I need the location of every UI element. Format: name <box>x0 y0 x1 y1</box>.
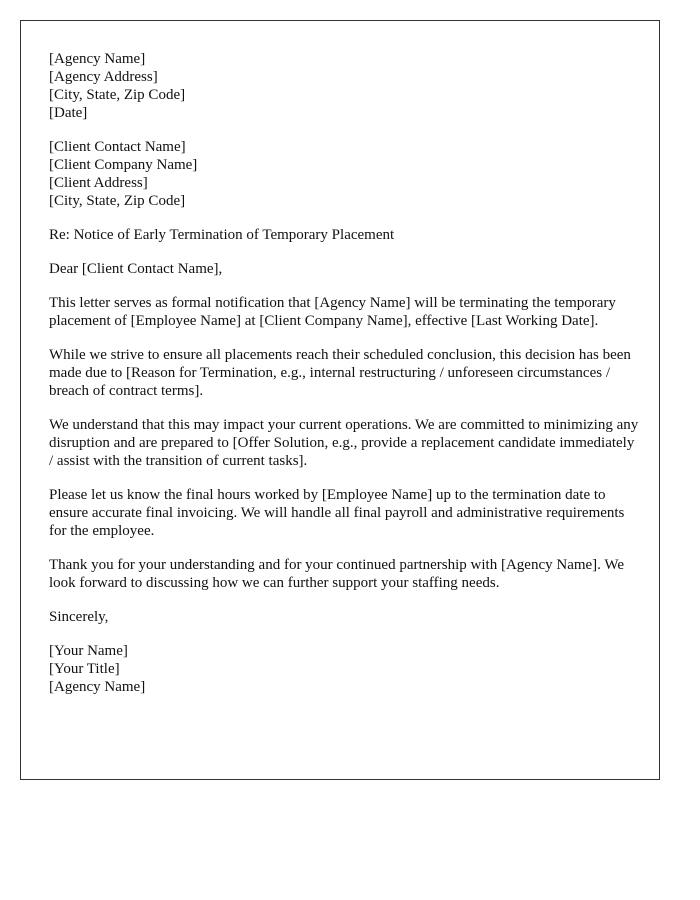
closing: Sincerely, <box>49 609 109 625</box>
sender-city-state-zip: [City, State, Zip Code] <box>49 87 186 103</box>
signature-name: [Your Name] <box>49 643 128 659</box>
salutation: Dear [Client Contact Name], <box>49 261 223 277</box>
body-paragraph-impact: We understand that this may impact your current operations. We are committed to minimizing any disruption and are prepared to [Offer Solution, e.g., provide a replacement candidate immediately / assist with the transition of current tasks]. <box>49 417 639 469</box>
recipient-company-name: [Client Company Name] <box>49 157 198 173</box>
sender-agency-name: [Agency Name] <box>49 51 146 67</box>
recipient-contact-name: [Client Contact Name] <box>49 139 186 155</box>
letter-content <box>49 50 639 712</box>
body-paragraph-invoicing: Please let us know the final hours worked by [Employee Name] up to the termination date to ensure accurate final invoicing. We will handle all final payroll and administrative requirements for the employee. <box>49 487 625 539</box>
recipient-city-state-zip: [City, State, Zip Code] <box>49 193 186 209</box>
letter-date: [Date] <box>49 105 88 121</box>
signature-agency: [Agency Name] <box>49 679 146 695</box>
recipient-block <box>49 138 639 210</box>
body-paragraph-reason: While we strive to ensure all placements reach their scheduled conclusion, this decision has been made due to [Reason for Termination, e.g., internal restructuring / unforeseen circumstances / breach of contract terms]. <box>49 347 631 399</box>
body-paragraph-thanks: Thank you for your understanding and for your continued partnership with [Agency Name]. We look forward to discussing how we can further support your staffing needs. <box>49 557 625 591</box>
sender-block <box>49 50 639 122</box>
body-paragraph-notification: This letter serves as formal notification that [Agency Name] will be terminating the temporary placement of [Employee Name] at [Client Company Name], effective [Last Working Date]. <box>49 295 616 329</box>
recipient-address: [Client Address] <box>49 175 148 191</box>
subject-line: Re: Notice of Early Termination of Temporary Placement <box>49 227 395 243</box>
letter-page <box>20 20 660 780</box>
signature-title: [Your Title] <box>49 661 120 677</box>
signature-block <box>49 642 639 696</box>
sender-agency-address: [Agency Address] <box>49 69 158 85</box>
